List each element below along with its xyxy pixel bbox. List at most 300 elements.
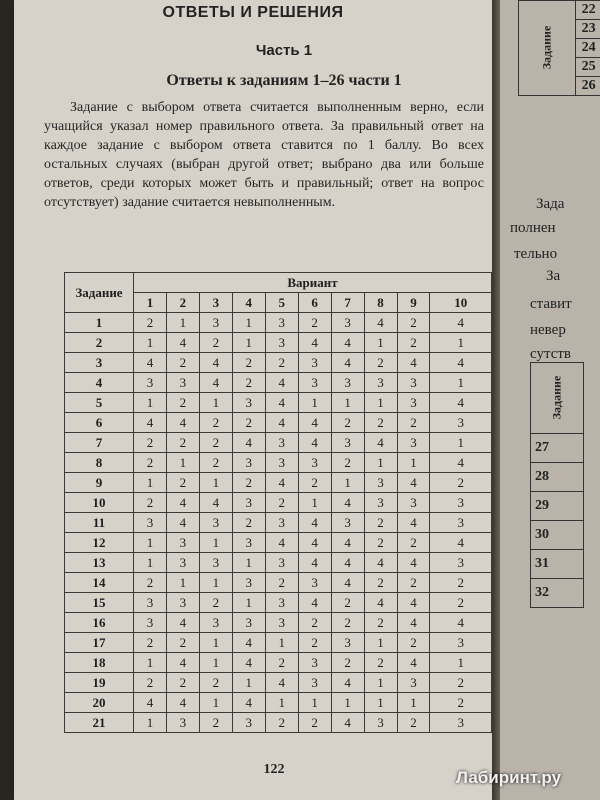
answer-cell: 1 bbox=[397, 453, 430, 473]
answer-cell: 2 bbox=[397, 713, 430, 733]
answer-cell: 4 bbox=[265, 373, 298, 393]
answer-cell: 4 bbox=[166, 333, 199, 353]
answer-cell: 4 bbox=[397, 473, 430, 493]
variant-number: 3 bbox=[199, 293, 232, 313]
answer-cell: 3 bbox=[265, 553, 298, 573]
answer-cell: 4 bbox=[397, 613, 430, 633]
right-page-text-line: сутств bbox=[530, 346, 571, 362]
answer-cell: 3 bbox=[364, 373, 397, 393]
task-column-header: Задание bbox=[65, 273, 134, 313]
task-number-cell: 5 bbox=[65, 393, 134, 413]
task-number-cell: 28 bbox=[531, 463, 584, 492]
answer-cell: 2 bbox=[331, 413, 364, 433]
table-row bbox=[65, 573, 492, 593]
answer-cell: 2 bbox=[166, 633, 199, 653]
answer-cell: 2 bbox=[298, 613, 331, 633]
answer-cell: 3 bbox=[166, 593, 199, 613]
answer-cell: 3 bbox=[298, 673, 331, 693]
answer-cell: 1 bbox=[232, 313, 265, 333]
right-page-text-line: ставит bbox=[530, 296, 572, 312]
answer-cell: 1 bbox=[265, 693, 298, 713]
answer-cell: 4 bbox=[331, 493, 364, 513]
table-row bbox=[531, 579, 584, 608]
answer-cell: 4 bbox=[265, 533, 298, 553]
answer-cell: 3 bbox=[364, 713, 397, 733]
answer-cell: 2 bbox=[199, 433, 232, 453]
answer-cell: 3 bbox=[397, 433, 430, 453]
table-row bbox=[65, 593, 492, 613]
right-page-text-line: полнен bbox=[510, 220, 556, 236]
answer-cell: 4 bbox=[298, 533, 331, 553]
answer-cell: 2 bbox=[199, 673, 232, 693]
answer-cell: 3 bbox=[265, 333, 298, 353]
table-row bbox=[65, 453, 492, 473]
answer-cell: 4 bbox=[430, 313, 492, 333]
section-title: Ответы к заданиям 1–26 части 1 bbox=[166, 72, 402, 89]
right-top-header-cell bbox=[519, 1, 576, 96]
answer-cell: 4 bbox=[298, 593, 331, 613]
table-row bbox=[65, 673, 492, 693]
answer-cell: 4 bbox=[331, 533, 364, 553]
answer-cell: 1 bbox=[199, 693, 232, 713]
answer-cell: 3 bbox=[134, 613, 167, 633]
answer-cell: 4 bbox=[430, 613, 492, 633]
table-row bbox=[65, 313, 492, 333]
answer-cell: 3 bbox=[134, 593, 167, 613]
answer-cell: 3 bbox=[331, 373, 364, 393]
answer-cell: 2 bbox=[331, 653, 364, 673]
right-page-text-line: За bbox=[546, 268, 561, 284]
task-number-cell: 8 bbox=[65, 453, 134, 473]
answer-cell: 2 bbox=[134, 453, 167, 473]
right-page-bottom-table bbox=[530, 362, 584, 608]
task-number-cell: 11 bbox=[65, 513, 134, 533]
answers-table bbox=[64, 272, 492, 733]
task-number-cell: 15 bbox=[65, 593, 134, 613]
answer-cell: 1 bbox=[265, 633, 298, 653]
right-page-text-line: Зада bbox=[536, 196, 565, 212]
table-row bbox=[65, 473, 492, 493]
answer-cell: 2 bbox=[199, 333, 232, 353]
answer-cell: 4 bbox=[166, 693, 199, 713]
answer-cell: 3 bbox=[134, 513, 167, 533]
book-gutter bbox=[492, 0, 500, 800]
task-number-cell: 25 bbox=[575, 58, 600, 77]
answer-cell: 1 bbox=[199, 473, 232, 493]
answer-cell: 4 bbox=[265, 473, 298, 493]
task-number-cell: 30 bbox=[531, 521, 584, 550]
task-number-cell: 21 bbox=[65, 713, 134, 733]
answer-cell: 3 bbox=[331, 313, 364, 333]
answer-cell: 4 bbox=[232, 693, 265, 713]
answer-cell: 1 bbox=[134, 393, 167, 413]
task-number-cell: 12 bbox=[65, 533, 134, 553]
answer-cell: 1 bbox=[331, 693, 364, 713]
answer-cell: 2 bbox=[199, 453, 232, 473]
answer-cell: 2 bbox=[364, 513, 397, 533]
right-page-top-table bbox=[518, 0, 600, 96]
answer-cell: 4 bbox=[232, 633, 265, 653]
answer-cell: 3 bbox=[166, 553, 199, 573]
answer-cell: 2 bbox=[199, 713, 232, 733]
answer-cell: 2 bbox=[134, 633, 167, 653]
table-row bbox=[65, 533, 492, 553]
variant-number: 8 bbox=[364, 293, 397, 313]
answer-cell: 3 bbox=[397, 493, 430, 513]
answer-cell: 3 bbox=[265, 593, 298, 613]
site-watermark: Лабиринт.ру bbox=[456, 768, 562, 787]
task-number-cell: 13 bbox=[65, 553, 134, 573]
answer-cell: 2 bbox=[265, 573, 298, 593]
answer-cell: 1 bbox=[166, 453, 199, 473]
answer-cell: 3 bbox=[397, 393, 430, 413]
answer-cell: 4 bbox=[134, 693, 167, 713]
answer-cell: 3 bbox=[397, 673, 430, 693]
answer-cell: 4 bbox=[265, 413, 298, 433]
answer-cell: 4 bbox=[199, 353, 232, 373]
task-number-cell: 4 bbox=[65, 373, 134, 393]
answer-cell: 4 bbox=[331, 553, 364, 573]
table-row bbox=[65, 333, 492, 353]
task-number-cell: 22 bbox=[575, 1, 600, 20]
answer-cell: 3 bbox=[331, 513, 364, 533]
answer-cell: 1 bbox=[199, 573, 232, 593]
table-row bbox=[65, 373, 492, 393]
answer-cell: 1 bbox=[298, 393, 331, 413]
answer-cell: 1 bbox=[364, 633, 397, 653]
answer-cell: 3 bbox=[232, 453, 265, 473]
answer-cell: 3 bbox=[232, 493, 265, 513]
answer-cell: 4 bbox=[331, 673, 364, 693]
answer-cell: 4 bbox=[298, 513, 331, 533]
answer-cell: 3 bbox=[265, 613, 298, 633]
answer-cell: 4 bbox=[397, 593, 430, 613]
answer-cell: 3 bbox=[298, 353, 331, 373]
answer-cell: 3 bbox=[199, 613, 232, 633]
answer-cell: 2 bbox=[397, 333, 430, 353]
answer-cell: 4 bbox=[298, 433, 331, 453]
answer-cell: 1 bbox=[430, 433, 492, 453]
answer-cell: 1 bbox=[199, 633, 232, 653]
table-row bbox=[65, 693, 492, 713]
answer-cell: 3 bbox=[364, 473, 397, 493]
answer-cell: 2 bbox=[265, 353, 298, 373]
answer-cell: 4 bbox=[430, 353, 492, 373]
answer-cell: 2 bbox=[298, 313, 331, 333]
answer-cell: 2 bbox=[265, 653, 298, 673]
answer-cell: 4 bbox=[430, 533, 492, 553]
answer-cell: 1 bbox=[232, 333, 265, 353]
answer-cell: 3 bbox=[199, 313, 232, 333]
answer-cell: 3 bbox=[364, 493, 397, 513]
answer-cell: 3 bbox=[265, 433, 298, 453]
right-bottom-header-cell bbox=[531, 363, 584, 434]
answer-cell: 4 bbox=[397, 653, 430, 673]
answer-cell: 4 bbox=[397, 513, 430, 533]
answer-cell: 4 bbox=[166, 653, 199, 673]
answer-cell: 1 bbox=[232, 553, 265, 573]
answer-cell: 2 bbox=[166, 473, 199, 493]
answer-cell: 2 bbox=[397, 413, 430, 433]
answer-cell: 2 bbox=[265, 713, 298, 733]
task-number-cell: 31 bbox=[531, 550, 584, 579]
answer-cell: 1 bbox=[232, 673, 265, 693]
answer-cell: 3 bbox=[331, 433, 364, 453]
answer-cell: 2 bbox=[397, 573, 430, 593]
answer-cell: 1 bbox=[364, 333, 397, 353]
answer-cell: 3 bbox=[199, 553, 232, 573]
intro-paragraph: Задание с выбором ответа считается выполненным верно, если учащийся указал номер правильного ответа. За правильный ответ на каждое задание с выбором ответа ставится по 1 баллу. Во всех остальных случаях (выбран другой ответ; выбрано два или больше ответов, среди которых может быть и правильный; ответ на вопрос отсутствует) задание считается невыполненным. bbox=[44, 100, 484, 210]
answer-cell: 2 bbox=[166, 433, 199, 453]
task-number-cell: 23 bbox=[575, 20, 600, 39]
answer-cell: 4 bbox=[298, 333, 331, 353]
answer-cell: 4 bbox=[134, 413, 167, 433]
answer-cell: 4 bbox=[364, 313, 397, 333]
variant-number: 9 bbox=[397, 293, 430, 313]
table-row bbox=[531, 521, 584, 550]
answer-cell: 3 bbox=[166, 533, 199, 553]
task-number-cell: 20 bbox=[65, 693, 134, 713]
answer-cell: 4 bbox=[166, 513, 199, 533]
answer-cell: 3 bbox=[265, 313, 298, 333]
answer-cell: 2 bbox=[364, 413, 397, 433]
answer-cell: 4 bbox=[265, 673, 298, 693]
table-row bbox=[531, 492, 584, 521]
answer-cell: 2 bbox=[134, 433, 167, 453]
answer-cell: 4 bbox=[430, 453, 492, 473]
answer-cell: 4 bbox=[331, 353, 364, 373]
task-number-cell: 3 bbox=[65, 353, 134, 373]
answer-cell: 2 bbox=[331, 453, 364, 473]
answer-cell: 4 bbox=[199, 373, 232, 393]
answer-cell: 2 bbox=[134, 493, 167, 513]
answer-cell: 1 bbox=[232, 593, 265, 613]
answer-cell: 4 bbox=[331, 573, 364, 593]
answer-cell: 1 bbox=[166, 573, 199, 593]
answer-cell: 3 bbox=[298, 373, 331, 393]
answer-cell: 3 bbox=[232, 613, 265, 633]
answer-cell: 3 bbox=[298, 453, 331, 473]
answer-cell: 1 bbox=[134, 333, 167, 353]
book-page-right bbox=[500, 0, 600, 800]
part-title: Часть 1 bbox=[255, 42, 313, 59]
answer-cell: 1 bbox=[331, 393, 364, 413]
table-row bbox=[65, 713, 492, 733]
answer-cell: 3 bbox=[232, 573, 265, 593]
answer-cell: 3 bbox=[232, 393, 265, 413]
answer-cell: 3 bbox=[166, 713, 199, 733]
answer-cell: 1 bbox=[397, 693, 430, 713]
answer-cell: 2 bbox=[397, 533, 430, 553]
task-number-cell: 2 bbox=[65, 333, 134, 353]
table-row bbox=[65, 633, 492, 653]
answer-cell: 2 bbox=[331, 593, 364, 613]
right-bottom-header: Задание bbox=[549, 375, 564, 420]
variant-number: 2 bbox=[166, 293, 199, 313]
answer-cell: 4 bbox=[331, 333, 364, 353]
answer-cell: 2 bbox=[265, 493, 298, 513]
task-number-cell: 9 bbox=[65, 473, 134, 493]
right-top-header: Задание bbox=[539, 25, 554, 70]
right-page-text-line: невер bbox=[530, 322, 566, 338]
answer-cell: 2 bbox=[134, 313, 167, 333]
answer-cell: 3 bbox=[331, 633, 364, 653]
answer-cell: 3 bbox=[298, 653, 331, 673]
answer-cell: 1 bbox=[134, 653, 167, 673]
table-row bbox=[65, 433, 492, 453]
answer-cell: 4 bbox=[298, 413, 331, 433]
answer-cell: 1 bbox=[134, 473, 167, 493]
task-number-cell: 24 bbox=[575, 39, 600, 58]
answer-cell: 4 bbox=[397, 353, 430, 373]
answer-cell: 2 bbox=[134, 573, 167, 593]
answer-cell: 3 bbox=[430, 633, 492, 653]
answer-cell: 2 bbox=[298, 473, 331, 493]
table-row bbox=[531, 434, 584, 463]
table-row bbox=[65, 493, 492, 513]
answer-cell: 4 bbox=[232, 433, 265, 453]
table-row bbox=[65, 513, 492, 533]
answer-cell: 2 bbox=[430, 673, 492, 693]
answer-cell: 1 bbox=[331, 473, 364, 493]
answer-cell: 2 bbox=[364, 533, 397, 553]
answer-cell: 3 bbox=[298, 573, 331, 593]
answer-cell: 2 bbox=[397, 313, 430, 333]
answer-cell: 2 bbox=[166, 673, 199, 693]
answer-cell: 3 bbox=[430, 493, 492, 513]
answer-cell: 1 bbox=[430, 653, 492, 673]
table-row bbox=[65, 393, 492, 413]
variant-number: 1 bbox=[134, 293, 167, 313]
table-row bbox=[531, 463, 584, 492]
right-page-text-line: тельно bbox=[514, 246, 558, 262]
answer-cell: 4 bbox=[364, 433, 397, 453]
answer-cell: 2 bbox=[364, 613, 397, 633]
answer-cell: 3 bbox=[232, 713, 265, 733]
answer-cell: 4 bbox=[199, 493, 232, 513]
answer-cell: 1 bbox=[134, 533, 167, 553]
task-number-cell: 26 bbox=[575, 77, 600, 96]
answer-cell: 1 bbox=[199, 653, 232, 673]
answer-cell: 3 bbox=[265, 513, 298, 533]
answer-cell: 1 bbox=[298, 693, 331, 713]
answer-cell: 1 bbox=[364, 673, 397, 693]
answer-cell: 1 bbox=[364, 453, 397, 473]
table-row bbox=[65, 553, 492, 573]
answer-cell: 4 bbox=[298, 553, 331, 573]
variant-number: 7 bbox=[331, 293, 364, 313]
table-row bbox=[65, 353, 492, 373]
answer-cell: 4 bbox=[166, 493, 199, 513]
answer-cell: 2 bbox=[232, 513, 265, 533]
answer-cell: 3 bbox=[430, 713, 492, 733]
answer-cell: 2 bbox=[232, 373, 265, 393]
answer-cell: 3 bbox=[166, 373, 199, 393]
answer-cell: 4 bbox=[166, 413, 199, 433]
task-number-cell: 1 bbox=[65, 313, 134, 333]
answer-cell: 1 bbox=[134, 713, 167, 733]
answer-cell: 2 bbox=[166, 393, 199, 413]
answer-cell: 1 bbox=[364, 393, 397, 413]
variant-number: 4 bbox=[232, 293, 265, 313]
answer-cell: 1 bbox=[430, 333, 492, 353]
task-number-cell: 14 bbox=[65, 573, 134, 593]
answer-cell: 2 bbox=[232, 353, 265, 373]
answer-cell: 1 bbox=[430, 373, 492, 393]
answer-cell: 2 bbox=[364, 573, 397, 593]
answer-cell: 2 bbox=[232, 473, 265, 493]
answer-cell: 2 bbox=[397, 633, 430, 653]
answer-cell: 2 bbox=[298, 713, 331, 733]
answer-cell: 2 bbox=[430, 573, 492, 593]
table-row bbox=[531, 363, 584, 434]
answer-cell: 3 bbox=[397, 373, 430, 393]
table-row bbox=[65, 653, 492, 673]
answer-cell: 2 bbox=[364, 353, 397, 373]
answer-cell: 3 bbox=[430, 553, 492, 573]
answer-cell: 4 bbox=[397, 553, 430, 573]
answer-cell: 1 bbox=[364, 693, 397, 713]
answer-cell: 3 bbox=[430, 513, 492, 533]
task-number-cell: 27 bbox=[531, 434, 584, 463]
answer-cell: 4 bbox=[232, 653, 265, 673]
answer-cell: 1 bbox=[199, 533, 232, 553]
answer-cell: 2 bbox=[199, 413, 232, 433]
answer-cell: 2 bbox=[364, 653, 397, 673]
task-number-cell: 7 bbox=[65, 433, 134, 453]
answer-cell: 4 bbox=[430, 393, 492, 413]
page-number: 122 bbox=[263, 762, 285, 777]
answer-cell: 2 bbox=[430, 593, 492, 613]
answer-cell: 2 bbox=[331, 613, 364, 633]
task-number-cell: 16 bbox=[65, 613, 134, 633]
answer-cell: 2 bbox=[166, 353, 199, 373]
answer-cell: 4 bbox=[331, 713, 364, 733]
answer-cell: 2 bbox=[199, 593, 232, 613]
answer-cell: 3 bbox=[199, 513, 232, 533]
answer-cell: 1 bbox=[199, 393, 232, 413]
answer-cell: 3 bbox=[134, 373, 167, 393]
answer-cell: 2 bbox=[298, 633, 331, 653]
answer-cell: 3 bbox=[265, 453, 298, 473]
table-row bbox=[65, 413, 492, 433]
task-number-cell: 17 bbox=[65, 633, 134, 653]
answer-cell: 2 bbox=[430, 693, 492, 713]
task-number-cell: 10 bbox=[65, 493, 134, 513]
answer-cell: 1 bbox=[134, 553, 167, 573]
answer-cell: 2 bbox=[134, 673, 167, 693]
table-row bbox=[65, 613, 492, 633]
answer-cell: 1 bbox=[166, 313, 199, 333]
answer-cell: 3 bbox=[430, 413, 492, 433]
task-number-cell: 18 bbox=[65, 653, 134, 673]
variant-number: 10 bbox=[430, 293, 492, 313]
variant-number: 5 bbox=[265, 293, 298, 313]
variant-column-header: Вариант bbox=[134, 273, 492, 293]
task-number-cell: 32 bbox=[531, 579, 584, 608]
answer-cell: 4 bbox=[364, 593, 397, 613]
table-row bbox=[519, 1, 600, 20]
answer-cell: 2 bbox=[232, 413, 265, 433]
answer-cell: 2 bbox=[430, 473, 492, 493]
answer-cell: 4 bbox=[134, 353, 167, 373]
answer-cell: 1 bbox=[298, 493, 331, 513]
table-row bbox=[531, 550, 584, 579]
answer-cell: 4 bbox=[265, 393, 298, 413]
book-page-left bbox=[14, 0, 492, 800]
variant-number: 6 bbox=[298, 293, 331, 313]
task-number-cell: 6 bbox=[65, 413, 134, 433]
